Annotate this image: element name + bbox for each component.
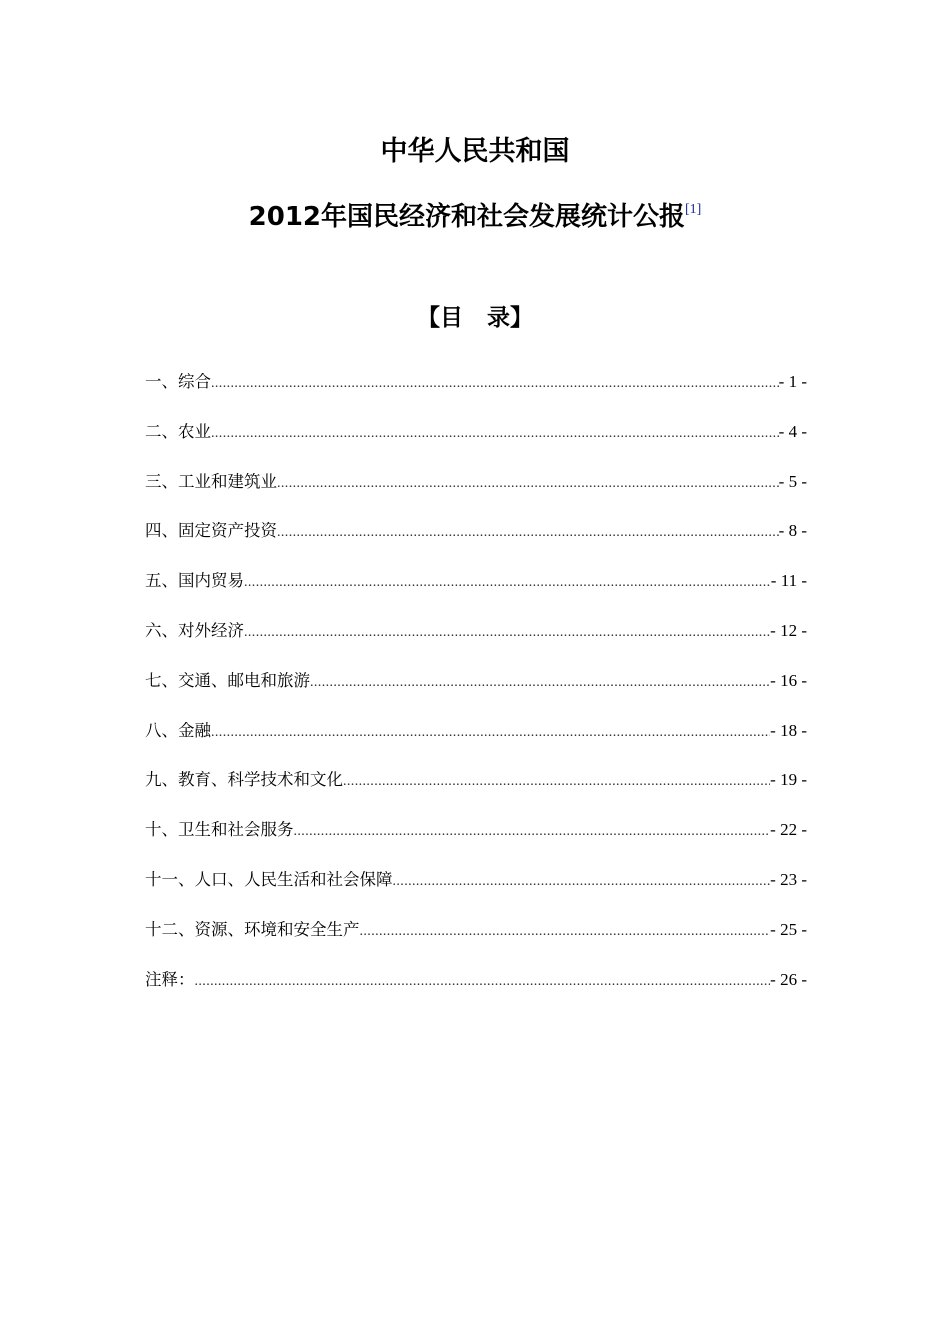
toc-entry-page: - 5 - — [778, 471, 807, 491]
document-title-line1: 中华人民共和国 — [380, 136, 570, 167]
document-title-text: 2012年国民经济和社会发展统计公报 — [248, 202, 686, 232]
toc-dot-leader — [211, 419, 779, 449]
toc-entry[interactable] — [145, 666, 807, 716]
toc-entry[interactable] — [145, 566, 807, 616]
toc-entry-label: 一、综合 — [145, 372, 211, 391]
toc-entry-page: - 4 - — [778, 421, 807, 441]
toc-entry-label: 八、金融 — [145, 720, 211, 740]
toc-entry-label: 十一、人口、人民生活和社会保障 — [145, 869, 393, 889]
toc-entry[interactable] — [145, 417, 807, 467]
toc-dot-leader — [195, 967, 771, 997]
footnote-reference-link[interactable]: [1] — [685, 202, 702, 217]
toc-dot-leader — [360, 917, 771, 947]
toc-dot-leader — [343, 767, 770, 797]
toc-entry-page: - 11 - — [770, 571, 807, 591]
toc-dot-leader — [211, 369, 779, 399]
toc-entry-label: 九、教育、科学技术和文化 — [145, 770, 343, 790]
toc-entry[interactable] — [145, 367, 807, 417]
toc-entry-label: 二、农业 — [145, 421, 211, 441]
toc-entry-page: - 22 - — [770, 820, 807, 840]
toc-entry-page: - 16 - — [770, 670, 807, 690]
toc-entry-page: - 26 - — [770, 969, 807, 989]
toc-dot-leader — [277, 469, 779, 499]
toc-entry-label: 五、国内贸易 — [145, 571, 244, 591]
toc-entry[interactable] — [145, 716, 807, 766]
table-of-contents-heading: 【目 录】 — [416, 305, 534, 331]
toc-dot-leader — [211, 718, 770, 748]
toc-entry-label: 十、卫生和社会服务 — [145, 820, 294, 840]
document-title-line2 — [0, 197, 950, 237]
toc-entry[interactable] — [145, 765, 807, 815]
toc-entry-label: 注释： — [145, 969, 195, 989]
toc-entry-label: 四、固定资产投资 — [145, 521, 277, 541]
toc-entry[interactable] — [145, 815, 807, 865]
toc-entry-page: - 23 - — [770, 869, 807, 889]
table-of-contents — [145, 367, 807, 1014]
toc-entry[interactable] — [145, 965, 807, 1015]
toc-entry-page: - 25 - — [770, 919, 807, 939]
toc-entry-page: - 12 - — [770, 620, 807, 640]
toc-entry[interactable] — [145, 865, 807, 915]
toc-entry-page: - 8 - — [778, 521, 807, 541]
toc-dot-leader — [310, 668, 770, 698]
toc-entry-label: 六、对外经济 — [145, 620, 244, 640]
toc-entry-page: - 18 - — [770, 720, 807, 740]
toc-entry[interactable] — [145, 467, 807, 517]
toc-entry-page: - 1 - — [778, 372, 807, 391]
toc-entry[interactable] — [145, 915, 807, 965]
toc-dot-leader — [244, 568, 771, 598]
toc-dot-leader — [277, 518, 779, 548]
toc-entry-label: 三、工业和建筑业 — [145, 471, 277, 491]
toc-entry-label: 七、交通、邮电和旅游 — [145, 670, 310, 690]
toc-entry-label: 十二、资源、环境和安全生产 — [145, 919, 360, 939]
toc-entry-page: - 19 - — [770, 770, 807, 790]
toc-entry[interactable] — [145, 616, 807, 666]
toc-dot-leader — [294, 817, 771, 847]
toc-dot-leader — [393, 867, 771, 897]
toc-dot-leader — [244, 618, 770, 648]
toc-entry[interactable] — [145, 516, 807, 566]
